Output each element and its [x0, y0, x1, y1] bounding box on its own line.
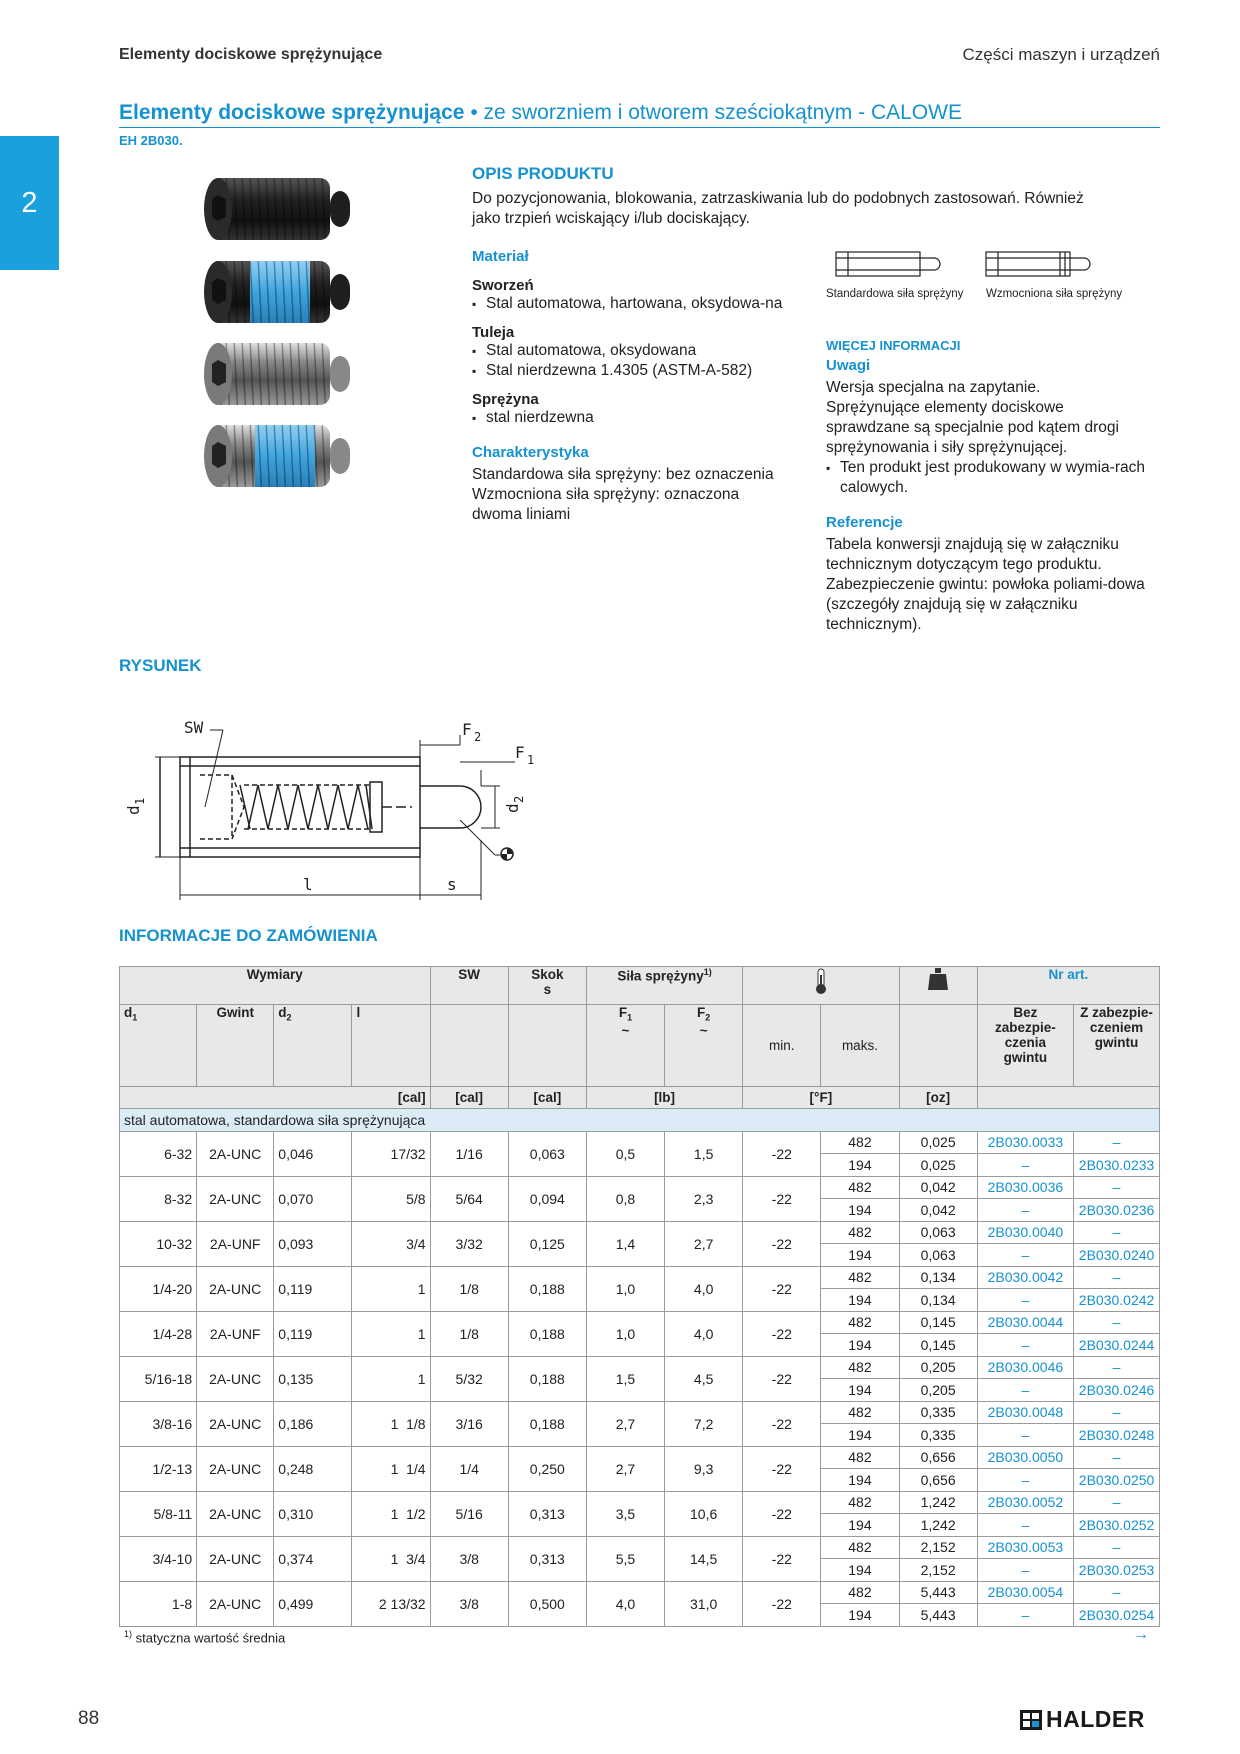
cell-oz: 0,145	[899, 1334, 977, 1357]
cell-dash: –	[1074, 1581, 1160, 1604]
cell-a2[interactable]: 2B030.0240	[1074, 1244, 1160, 1267]
cell-a2[interactable]: 2B030.0253	[1074, 1559, 1160, 1582]
cell-f2: 1,5	[665, 1131, 743, 1176]
col-f2: $F_2$ ~	[665, 1005, 743, 1087]
cell-d2: 0,046	[274, 1131, 352, 1176]
cell-dash: –	[977, 1469, 1073, 1492]
cell-d2: 0,135	[274, 1356, 352, 1401]
cell-f1: 5,5	[586, 1536, 664, 1581]
cell-d2: 0,093	[274, 1221, 352, 1266]
material-column	[472, 236, 812, 525]
group-label: stal automatowa, standardowa siła sprężynująca	[120, 1109, 1160, 1132]
cell-oz: 0,656	[899, 1469, 977, 1492]
thermometer-icon	[743, 967, 899, 1005]
label-f2: F	[462, 720, 472, 739]
table-row	[120, 1401, 1160, 1424]
cell-d1: 1/4-20	[120, 1266, 197, 1311]
label-f2-sub: 2	[474, 730, 482, 744]
cell-f2: 9,3	[665, 1446, 743, 1491]
cell-f2: 4,0	[665, 1266, 743, 1311]
cell-l: 5/8	[352, 1176, 430, 1221]
cell-max2: 194	[821, 1514, 899, 1537]
cell-a1[interactable]: 2B030.0054	[977, 1581, 1073, 1604]
table-row	[120, 1131, 1160, 1154]
cell-oz: 0,042	[899, 1176, 977, 1199]
col-l: l	[352, 1005, 430, 1087]
cell-f2: 4,5	[665, 1356, 743, 1401]
cell-max1: 482	[821, 1536, 899, 1559]
tuleja-item-2: ▪ Stal nierdzewna 1.4305 (ASTM-A-582)	[472, 361, 812, 381]
cell-d2: 0,119	[274, 1266, 352, 1311]
cell-f1: 2,7	[586, 1446, 664, 1491]
cell-sw: 3/8	[430, 1536, 508, 1581]
cell-f1: 1,4	[586, 1221, 664, 1266]
cell-d1: 1-8	[120, 1581, 197, 1626]
cell-dash: –	[977, 1559, 1073, 1582]
opis-heading: OPIS PRODUKTU	[472, 164, 614, 183]
cell-gwint: 2A-UNC	[197, 1446, 274, 1491]
cell-max2: 194	[821, 1379, 899, 1402]
cell-oz: 0,134	[899, 1266, 977, 1289]
col-skok: Skok s	[508, 967, 586, 1005]
cell-sw: 1/16	[430, 1131, 508, 1176]
cell-oz: 5,443	[899, 1604, 977, 1627]
cell-oz: 0,025	[899, 1154, 977, 1177]
cell-gwint: 2A-UNC	[197, 1356, 274, 1401]
col-gwint: Gwint	[197, 1005, 274, 1087]
cell-a1[interactable]: 2B030.0048	[977, 1401, 1073, 1424]
running-header-left: Elementy dociskowe sprężynujące	[119, 46, 383, 63]
cell-a1[interactable]: 2B030.0036	[977, 1176, 1073, 1199]
cell-f1: 1,0	[586, 1266, 664, 1311]
cell-max1: 482	[821, 1131, 899, 1154]
cell-l: 1	[352, 1311, 430, 1356]
ordering-table	[119, 966, 1160, 1627]
col-bez: Bez zabezpie-czenia gwintu	[977, 1005, 1073, 1087]
cell-f2: 31,0	[665, 1581, 743, 1626]
footnote: $^{1)}$ statyczna wartość średnia	[124, 1629, 286, 1646]
cell-max2: 194	[821, 1559, 899, 1582]
table-row	[120, 1446, 1160, 1469]
title-rule	[119, 127, 1160, 128]
referencje-heading: Referencje	[826, 514, 903, 531]
cell-gwint: 2A-UNC	[197, 1581, 274, 1626]
cell-f1: 2,7	[586, 1401, 664, 1446]
cell-oz: 0,335	[899, 1401, 977, 1424]
halder-logo: HALDER	[1020, 1706, 1145, 1733]
technical-drawing	[120, 700, 580, 910]
cell-gwint: 2A-UNC	[197, 1491, 274, 1536]
cell-l: 2 13/32	[352, 1581, 430, 1626]
cell-gwint: 2A-UNC	[197, 1131, 274, 1176]
cell-sw: 5/32	[430, 1356, 508, 1401]
uwagi-bullet: ▪ Ten produkt jest produkowany w wymia-rach calowych.	[826, 458, 1151, 498]
caption-reinforced: Wzmocniona siła sprężyny	[986, 288, 1123, 300]
sprezyna-item: ▪ stal nierdzewna	[472, 408, 812, 428]
cell-f2: 2,3	[665, 1176, 743, 1221]
cell-dash: –	[1074, 1491, 1160, 1514]
cell-min: -22	[743, 1491, 821, 1536]
cell-dash: –	[977, 1424, 1073, 1447]
referencje-text-2: Zabezpieczenie gwintu: powłoka poliami-dowa (szczegóły znajdują się w załączniku technicznym).	[826, 576, 1145, 633]
cell-a2[interactable]: 2B030.0250	[1074, 1469, 1160, 1492]
cell-a2[interactable]: 2B030.0246	[1074, 1379, 1160, 1402]
cell-s: 0,500	[508, 1581, 586, 1626]
cell-dash: –	[1074, 1401, 1160, 1424]
referencje-text-1: Tabela konwersji znajdują się w załączniku technicznym dotyczącym tego produktu.	[826, 536, 1119, 573]
cell-sw: 5/16	[430, 1491, 508, 1536]
cell-dash: –	[1074, 1131, 1160, 1154]
label-f1: F	[515, 743, 525, 762]
cell-f2: 4,0	[665, 1311, 743, 1356]
cell-max2: 194	[821, 1244, 899, 1267]
cell-dash: –	[977, 1289, 1073, 1312]
cell-max1: 482	[821, 1311, 899, 1334]
cell-dash: –	[977, 1154, 1073, 1177]
cell-a2[interactable]: 2B030.0248	[1074, 1424, 1160, 1447]
cell-l: 1 3/4	[352, 1536, 430, 1581]
cell-oz: 5,443	[899, 1581, 977, 1604]
cell-a1[interactable]: 2B030.0050	[977, 1446, 1073, 1469]
cell-min: -22	[743, 1311, 821, 1356]
cell-oz: 2,152	[899, 1559, 977, 1582]
cell-d2: 0,070	[274, 1176, 352, 1221]
cell-s: 0,188	[508, 1266, 586, 1311]
cell-dash: –	[977, 1334, 1073, 1357]
cell-a2[interactable]: 2B030.0242	[1074, 1289, 1160, 1312]
cell-l: 1 1/4	[352, 1446, 430, 1491]
cell-d1: 8-32	[120, 1176, 197, 1221]
cell-min: -22	[743, 1131, 821, 1176]
cell-sw: 3/8	[430, 1581, 508, 1626]
cell-oz: 0,134	[899, 1289, 977, 1312]
tuleja-heading: Tuleja	[472, 324, 515, 341]
table-row	[120, 1176, 1160, 1199]
cell-f2: 10,6	[665, 1491, 743, 1536]
unit-wymiary: [cal]	[120, 1087, 431, 1109]
cell-max1: 482	[821, 1491, 899, 1514]
cell-a1[interactable]: 2B030.0044	[977, 1311, 1073, 1334]
cell-sw: 1/4	[430, 1446, 508, 1491]
cell-a2[interactable]: 2B030.0244	[1074, 1334, 1160, 1357]
cell-max2: 194	[821, 1604, 899, 1627]
cell-oz: 1,242	[899, 1514, 977, 1537]
cell-d1: 1/2-13	[120, 1446, 197, 1491]
cell-dash: –	[977, 1379, 1073, 1402]
cell-sw: 1/8	[430, 1266, 508, 1311]
cell-l: 17/32	[352, 1131, 430, 1176]
cell-a2[interactable]: 2B030.0233	[1074, 1154, 1160, 1177]
cell-min: -22	[743, 1266, 821, 1311]
cell-sw: 3/16	[430, 1401, 508, 1446]
cell-a2[interactable]: 2B030.0254	[1074, 1604, 1160, 1627]
more-info-column	[826, 338, 1156, 635]
col-sila: Siła sprężyny$^{1)}$	[586, 967, 742, 1005]
cell-dash: –	[1074, 1446, 1160, 1469]
label-d2-sub: 2	[512, 795, 526, 803]
cell-dash: –	[1074, 1221, 1160, 1244]
label-f1-sub: 1	[527, 753, 535, 767]
uwagi-text-1: Wersja specjalna na zapytanie.	[826, 379, 1041, 396]
chapter-tab: 2	[0, 136, 59, 270]
cell-f2: 2,7	[665, 1221, 743, 1266]
cell-sw: 3/32	[430, 1221, 508, 1266]
cell-f1: 0,5	[586, 1131, 664, 1176]
cell-min: -22	[743, 1536, 821, 1581]
unit-sw: [cal]	[430, 1087, 508, 1109]
cell-s: 0,063	[508, 1131, 586, 1176]
col-wymiary: Wymiary	[120, 967, 431, 1005]
cell-dash: –	[977, 1514, 1073, 1537]
cell-s: 0,250	[508, 1446, 586, 1491]
cell-gwint: 2A-UNC	[197, 1401, 274, 1446]
cell-oz: 0,063	[899, 1221, 977, 1244]
cell-sw: 5/64	[430, 1176, 508, 1221]
cell-d1: 3/4-10	[120, 1536, 197, 1581]
table-row	[120, 1491, 1160, 1514]
cell-d2: 0,186	[274, 1401, 352, 1446]
weight-icon	[899, 967, 977, 1005]
cell-min: -22	[743, 1581, 821, 1626]
cell-max2: 194	[821, 1199, 899, 1222]
cell-dash: –	[977, 1604, 1073, 1627]
cell-max2: 194	[821, 1289, 899, 1312]
cell-dash: –	[1074, 1356, 1160, 1379]
page-number: 88	[78, 1708, 100, 1729]
charakterystyka-line-1: Standardowa siła sprężyny: bez oznaczenia	[472, 466, 774, 483]
col-maks: maks.	[821, 1005, 899, 1087]
cell-l: 3/4	[352, 1221, 430, 1266]
cell-max1: 482	[821, 1581, 899, 1604]
cell-dash: –	[977, 1244, 1073, 1267]
cell-s: 0,313	[508, 1536, 586, 1581]
col-min: min.	[743, 1005, 821, 1087]
cell-oz: 0,042	[899, 1199, 977, 1222]
label-s: s	[447, 875, 457, 894]
spring-force-diagrams	[826, 248, 1156, 308]
table-row	[120, 1356, 1160, 1379]
charakterystyka-line-2: Wzmocniona siła sprężyny: oznaczona dwoma liniami	[472, 486, 740, 523]
cell-gwint: 2A-UNC	[197, 1536, 274, 1581]
cell-d1: 5/8-11	[120, 1491, 197, 1536]
cell-oz: 1,242	[899, 1491, 977, 1514]
sprezyna-heading: Sprężyna	[472, 391, 539, 408]
cell-a1[interactable]: 2B030.0046	[977, 1356, 1073, 1379]
charakterystyka-heading: Charakterystyka	[472, 444, 589, 461]
cell-dash: –	[1074, 1176, 1160, 1199]
cell-min: -22	[743, 1356, 821, 1401]
product-code: EH 2B030.	[119, 133, 183, 148]
label-l: l	[303, 875, 313, 894]
cell-gwint: 2A-UNC	[197, 1176, 274, 1221]
cell-a1[interactable]: 2B030.0052	[977, 1491, 1073, 1514]
cell-dash: –	[977, 1199, 1073, 1222]
cell-oz: 0,025	[899, 1131, 977, 1154]
sworzen-item: ▪ Stal automatowa, hartowana, oksydowa-na	[472, 294, 792, 314]
cell-l: 1 1/8	[352, 1401, 430, 1446]
cell-max1: 482	[821, 1401, 899, 1424]
cell-d2: 0,499	[274, 1581, 352, 1626]
opis-text: Do pozycjonowania, blokowania, zatrzaskiwania lub do podobnych zastosowań. Również jako trzpień wciskający i/lub dociskający.	[472, 190, 1084, 227]
col-f1: $F_1$ ~	[586, 1005, 664, 1087]
cell-s: 0,125	[508, 1221, 586, 1266]
cell-a1[interactable]: 2B030.0033	[977, 1131, 1073, 1154]
cell-max1: 482	[821, 1356, 899, 1379]
cell-d2: 0,248	[274, 1446, 352, 1491]
material-heading: Materiał	[472, 248, 529, 265]
col-d2: $d_2$	[274, 1005, 352, 1087]
cell-d2: 0,119	[274, 1311, 352, 1356]
page-title: Elementy dociskowe sprężynujące • ze sworzniem i otworem sześciokątnym - CALOWE	[119, 101, 962, 124]
uwagi-text-2: Sprężynujące elementy dociskowe sprawdzane są specjalnie pod kątem drogi sprężynowania i siły sprężynującej.	[826, 399, 1119, 456]
cell-dash: –	[1074, 1311, 1160, 1334]
label-sw: SW	[184, 718, 204, 737]
cell-f1: 3,5	[586, 1491, 664, 1536]
more-info-heading: WIĘCEJ INFORMACJI	[826, 338, 961, 353]
cell-d2: 0,374	[274, 1536, 352, 1581]
cell-oz: 0,205	[899, 1356, 977, 1379]
cell-max2: 194	[821, 1154, 899, 1177]
cell-max1: 482	[821, 1176, 899, 1199]
cell-min: -22	[743, 1446, 821, 1491]
rysunek-heading: RYSUNEK	[119, 656, 202, 675]
cell-oz: 0,145	[899, 1311, 977, 1334]
cell-min: -22	[743, 1221, 821, 1266]
cell-max2: 194	[821, 1424, 899, 1447]
unit-skok: [cal]	[508, 1087, 586, 1109]
cell-s: 0,188	[508, 1401, 586, 1446]
col-sw: SW	[430, 967, 508, 1005]
cell-dash: –	[1074, 1266, 1160, 1289]
cell-gwint: 2A-UNC	[197, 1266, 274, 1311]
spring-force-drawings	[826, 248, 1156, 284]
tuleja-item-1: ▪ Stal automatowa, oksydowana	[472, 341, 812, 361]
cell-oz: 0,205	[899, 1379, 977, 1402]
table-row	[120, 1581, 1160, 1604]
cell-gwint: 2A-UNF	[197, 1221, 274, 1266]
cell-d2: 0,310	[274, 1491, 352, 1536]
cell-f2: 14,5	[665, 1536, 743, 1581]
col-nr-art: Nr art.	[977, 967, 1159, 1005]
cell-oz: 0,063	[899, 1244, 977, 1267]
cell-l: 1	[352, 1266, 430, 1311]
cell-max1: 482	[821, 1446, 899, 1469]
cell-l: 1 1/2	[352, 1491, 430, 1536]
cell-d1: 10-32	[120, 1221, 197, 1266]
cell-max1: 482	[821, 1221, 899, 1244]
cell-oz: 0,335	[899, 1424, 977, 1447]
cell-a1[interactable]: 2B030.0040	[977, 1221, 1073, 1244]
cell-f1: 4,0	[586, 1581, 664, 1626]
cell-max1: 482	[821, 1266, 899, 1289]
cell-d1: 6-32	[120, 1131, 197, 1176]
caption-standard: Standardowa siła sprężyny	[826, 288, 964, 300]
next-page-arrow-icon[interactable]: →	[1133, 1626, 1149, 1643]
cell-a1[interactable]: 2B030.0053	[977, 1536, 1073, 1559]
cell-a1[interactable]: 2B030.0042	[977, 1266, 1073, 1289]
uwagi-heading: Uwagi	[826, 357, 871, 374]
cell-l: 1	[352, 1356, 430, 1401]
cell-f1: 1,0	[586, 1311, 664, 1356]
cell-f1: 0,8	[586, 1176, 664, 1221]
cell-s: 0,188	[508, 1356, 586, 1401]
halder-logo-icon	[1020, 1710, 1042, 1730]
unit-lb: [lb]	[586, 1087, 742, 1109]
col-z: Z zabezpie-czeniem gwintu	[1074, 1005, 1160, 1087]
product-photos	[200, 168, 370, 513]
cell-a2[interactable]: 2B030.0236	[1074, 1199, 1160, 1222]
table-row	[120, 1311, 1160, 1334]
cell-max2: 194	[821, 1334, 899, 1357]
running-header-right: Części maszyn i urządzeń	[962, 45, 1160, 64]
col-d1: $d_1$	[120, 1005, 197, 1087]
cell-s: 0,094	[508, 1176, 586, 1221]
cell-d1: 5/16-18	[120, 1356, 197, 1401]
ordering-heading: INFORMACJE DO ZAMÓWIENIA	[119, 926, 378, 945]
cell-min: -22	[743, 1401, 821, 1446]
cell-s: 0,188	[508, 1311, 586, 1356]
cell-oz: 0,656	[899, 1446, 977, 1469]
cell-dash: –	[1074, 1536, 1160, 1559]
bolt-photos-image	[200, 168, 370, 508]
cell-f2: 7,2	[665, 1401, 743, 1446]
cell-max2: 194	[821, 1469, 899, 1492]
sworzen-heading: Sworzeń	[472, 277, 534, 294]
cell-d1: 3/8-16	[120, 1401, 197, 1446]
cell-f1: 1,5	[586, 1356, 664, 1401]
table-row	[120, 1266, 1160, 1289]
cell-min: -22	[743, 1176, 821, 1221]
unit-f: [°F]	[743, 1087, 899, 1109]
label-d2: d	[503, 803, 522, 813]
table-row	[120, 1536, 1160, 1559]
cell-d1: 1/4-28	[120, 1311, 197, 1356]
cell-sw: 1/8	[430, 1311, 508, 1356]
cell-a2[interactable]: 2B030.0252	[1074, 1514, 1160, 1537]
label-d1-sub: 1	[133, 797, 147, 805]
label-d1: d	[124, 805, 143, 815]
cell-gwint: 2A-UNF	[197, 1311, 274, 1356]
unit-oz: [oz]	[899, 1087, 977, 1109]
cell-oz: 2,152	[899, 1536, 977, 1559]
table-row	[120, 1221, 1160, 1244]
cell-s: 0,313	[508, 1491, 586, 1536]
